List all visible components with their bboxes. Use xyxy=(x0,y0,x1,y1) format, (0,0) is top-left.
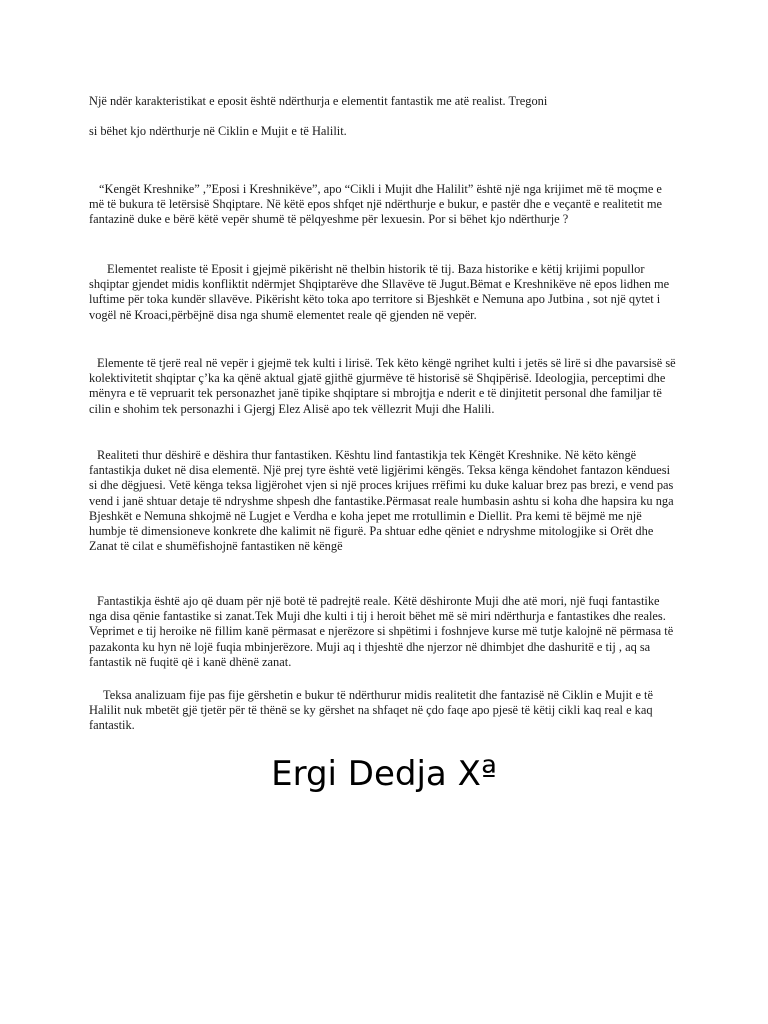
paragraph-conclusion: Teksa analizuam fije pas fije gërshetin e bukur të ndërthurur midis realitetit dhe fantazisë në Ciklin e Mujit e të Halilit nuk mbetët gjë tjetër për të thënë se ky gërshet na shfaqet në çdo faqe apo pjesë të këtij cikli kaq real e kaq fantastik. xyxy=(89,688,653,733)
question-line-2: si bëhet kjo ndërthurje në Ciklin e Mujit e të Halilit. xyxy=(89,124,347,138)
author-signature: Ergi Dedja Xª xyxy=(271,754,497,794)
question-line-1: Një ndër karakteristikat e eposit është ndërthurja e elementit fantastik me atë realist. Tregoni xyxy=(89,94,548,108)
paragraph-muji-heroism: Fantastikja është ajo që duam për një botë të padrejtë reale. Këtë dëshironte Muji dhe atë mori, një fuqi fantastike nga disa qënie fantastike si zanat.Tek Muji dhe kulti i tij i heroit bëhet më së miri ndërthurja e fantastikes dhe reales. Veprimet e tij heroike në fillim kanë përmasat e njerëzore si shpëtimi i foshnjeve kurse më tutje kalojnë në përmasa të pazakonta ku hyn në lojë fuqia mbinjerëzore. Muji aq i thjeshtë dhe njerzor në dhimbjet dhe dashuritë e tij , aq sa fantastik në fuqitë që i kanë dhënë zanat. xyxy=(89,594,674,669)
paragraph-fantastic-elements: Realiteti thur dëshirë e dëshira thur fantastiken. Kështu lind fantastikja tek Këngët Kreshnike. Në këto këngë fantastikja duket në disa elementë. Një prej tyre është vetë ligjërimi këngës. Teksa kënga këndohet fantazon kënduesi si dhe dëgjuesi. Vetë kënga teksa ligjërohet vjen si një proces krijues rrëfimi ku duke kaluar brez pas brezi, e vend pas vend i janë shtuar detaje të ndryshme shpesh dhe fantastike.Përmasat reale humbasin ashtu si koha dhe hapsira ku nga Bjeshkët e Nemuna shkojmë në Lugjet e Verdha e koha jepet me rrotullimin e Diellit. Pra kemi të bëjmë me një humbje të dimensioneve konkrete dhe kalimit në figurë. Pa shtuar edhe qëniet e ndryshme mitologjike si Orët dhe Zanat të cilat e shumëfishojnë fantastiken në këngë xyxy=(89,448,674,554)
paragraph-historical-elements: Elementet realiste të Eposit i gjejmë pikërisht në thelbin historik të tij. Baza historike e këtij krijimi popullor shqiptar gjendet midis konfliktit ndërmjet Shqiptarëve dhe Sllavëve të Jugut.Bëmat e Kreshnikëve në epos lidhen me luftime për toka kundër sllavëve. Pikërisht këto toka apo territore si Bjeshkët e Nemuna apo Jutbina , sot një qytet i vogël në Kroaci,përbëjnë disa nga shumë elementet reale që gjenden në vepër. xyxy=(89,262,670,322)
paragraph-intro: “Kengët Kreshnike” ,”Eposi i Kreshnikëve”, apo “Cikli i Mujit dhe Halilit” është një nga krijimet më të moçme e më të bukura të letërsisë Shqiptare. Në këtë epos shfqet një ndërthurje e bukur, e pastër dhe e veçantë e realitetit me fantazinë duke e bërë këtë vepër shumë të pëlqyeshme për lexuesin. Por si bëhet kjo ndërthurje ? xyxy=(89,182,663,227)
paragraph-cult-of-freedom: Elemente të tjerë real në vepër i gjejmë tek kulti i lirisë. Tek këto këngë ngrihet kulti i jetës së lirë si dhe pavarsisë së kolektivitetit shqiptar ç’ka ka qënë aktual gjatë gjithë gjurmëve të historisë së Shqipërisë. Ideologjia, perceptimi dhe mënyra e të vepruarit tek personazhet janë tipike shqiptare si mbrojtja e nderit e të dinjitetit personal dhe familjar të cilin e shohim tek personazhi i Gjergj Elez Alisë apo tek vëllezrit Muji dhe Halili. xyxy=(89,356,676,416)
